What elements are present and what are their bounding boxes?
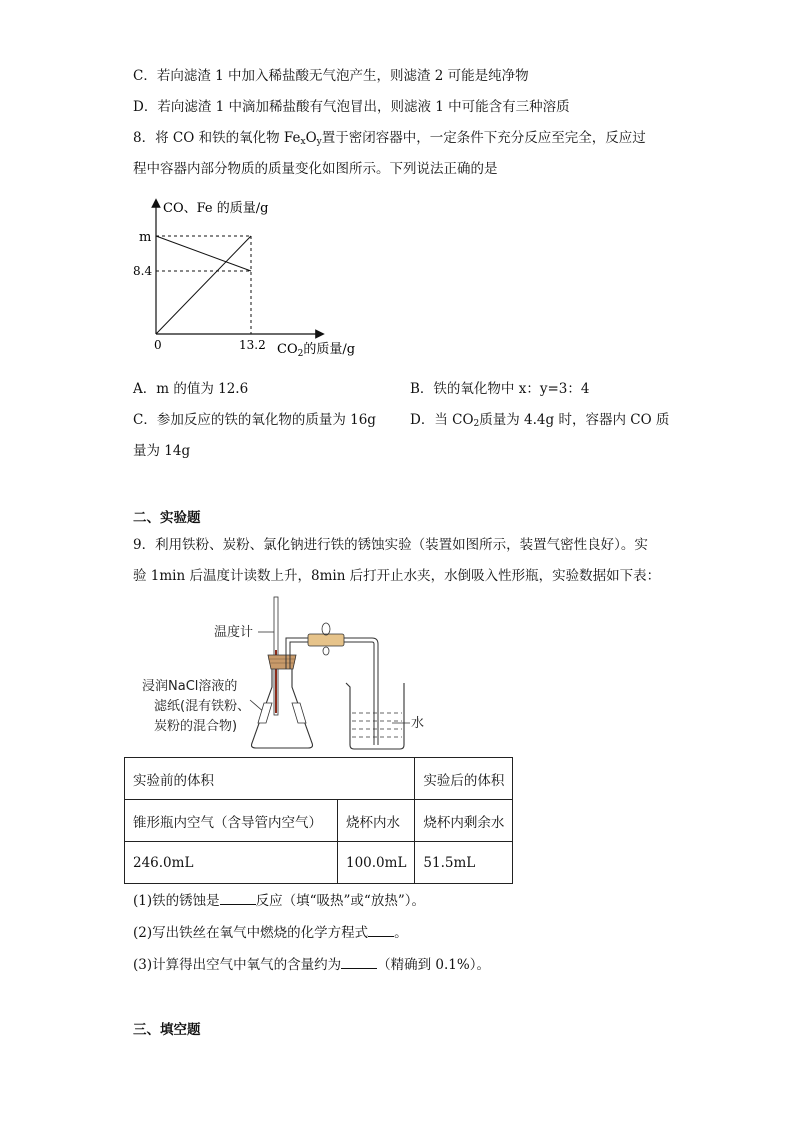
paper-label-line1: 浸润NaCl溶液的 [142, 679, 238, 694]
q9-apparatus-figure [140, 595, 440, 753]
origin-label: 0 [154, 338, 162, 352]
header-after: 实验后的体积 [415, 758, 513, 800]
q8-stem-part-b: 置于密闭容器中，一定条件下充分反应至完全，反应过 [321, 130, 646, 146]
y-axis-label: CO、Fe 的质量/g [163, 201, 269, 216]
q9-sub1-part-a: (1)铁的锈蚀是 [133, 893, 220, 909]
rubber-stopper [268, 655, 296, 669]
q9-sub1-part-b: 反应（填“吸热”或“放热”）。 [255, 893, 425, 909]
q9-sub3-blank[interactable] [341, 954, 377, 969]
val-flask-air: 246.0mL [125, 842, 338, 884]
x-axis-label: $CO_2$的质量/g [277, 342, 356, 359]
q9-sub3-part-a: (3)计算得出空气中氧气的含量约为 [133, 957, 342, 973]
y-tick-8-4: 8.4 [133, 264, 153, 278]
series-fe-line [156, 236, 251, 334]
q8-stem-line1 [133, 128, 646, 152]
water-label: 水 [411, 716, 425, 731]
q9-sub2-part-a: (2)写出铁丝在氧气中燃烧的化学方程式 [133, 925, 369, 941]
q9-data-table [124, 757, 513, 884]
q8-option-c: C．参加反应的铁的氧化物的质量为 16g [133, 412, 376, 428]
q9-sub2-blank[interactable] [368, 922, 394, 937]
q9-sub3 [133, 954, 490, 975]
q8-stem-line2: 程中容器内部分物质的质量变化如图所示。下列说法正确的是 [133, 161, 498, 177]
col-remaining-water: 烧杯内剩余水 [415, 800, 513, 842]
table-row [125, 800, 513, 842]
section-2-title: 二、实验题 [133, 510, 201, 526]
y-tick-m: m [139, 230, 152, 245]
q8-option-b: B．铁的氧化物中 x：y=3：4 [410, 381, 590, 397]
val-remaining-water: 51.5mL [415, 842, 513, 884]
col-beaker-water: 烧杯内水 [338, 800, 415, 842]
table-row [125, 842, 513, 884]
q9-sub1 [133, 890, 425, 911]
water-clamp [308, 634, 344, 646]
beaker [346, 683, 404, 749]
paper-label-line2: 滤纸(混有铁粉、 [154, 699, 251, 714]
col-flask-air: 锥形瓶内空气（含导管内空气） [125, 800, 338, 842]
q8-stem-o: O [305, 130, 317, 146]
q8-option-d [410, 410, 669, 434]
q9-stem-line2: 验 1min 后温度计读数上升，8min 后打开止水夹，水倒吸入性形瓶，实验数据如下表： [133, 568, 661, 584]
q7-option-d: D．若向滤渣 1 中滴加稀盐酸有气泡冒出，则滤液 1 中可能含有三种溶质 [133, 99, 570, 115]
q9-sub2 [133, 922, 408, 943]
conical-flask [252, 669, 313, 748]
q8-sub-y: y [316, 137, 322, 147]
filter-paper-right [292, 703, 306, 723]
q8-option-d-sub: 2 [473, 419, 480, 429]
series-co-line [156, 236, 251, 271]
filter-paper-left [258, 703, 272, 723]
q9-stem-line1: 9．利用铁粉、炭粉、氯化钠进行铁的锈蚀实验（装置如图所示，装置气密性良好）。实 [133, 537, 648, 553]
val-beaker-water: 100.0mL [338, 842, 415, 884]
q9-sub3-part-b: （精确到 0.1%）。 [377, 957, 490, 973]
q8-option-d-part-b: 质量为 4.4g 时，容器内 CO 质 [479, 412, 670, 428]
table-row [125, 758, 513, 800]
section-3-title: 三、填空题 [133, 1022, 201, 1038]
x-tick-13-2: 13.2 [239, 338, 266, 352]
q8-mass-graph [135, 195, 375, 365]
q8-option-d-line2: 量为 14g [133, 443, 191, 459]
q8-sub-x: x [300, 137, 306, 147]
header-before: 实验前的体积 [125, 758, 415, 800]
q8-stem-part-a: 8．将 CO 和铁的氧化物 Fe [133, 130, 301, 146]
q9-sub2-part-b: 。 [394, 925, 408, 941]
q8-option-a: A．m 的值为 12.6 [133, 381, 249, 397]
glass-tube [286, 638, 378, 745]
paper-label-line3: 炭粉的混合物) [154, 719, 238, 734]
q9-sub1-blank[interactable] [220, 890, 256, 905]
q8-option-d-part-a: D．当 CO [410, 412, 474, 428]
q7-option-c: C．若向滤渣 1 中加入稀盐酸无气泡产生，则滤渣 2 可能是纯净物 [133, 68, 529, 84]
thermometer-label: 温度计 [214, 625, 254, 640]
